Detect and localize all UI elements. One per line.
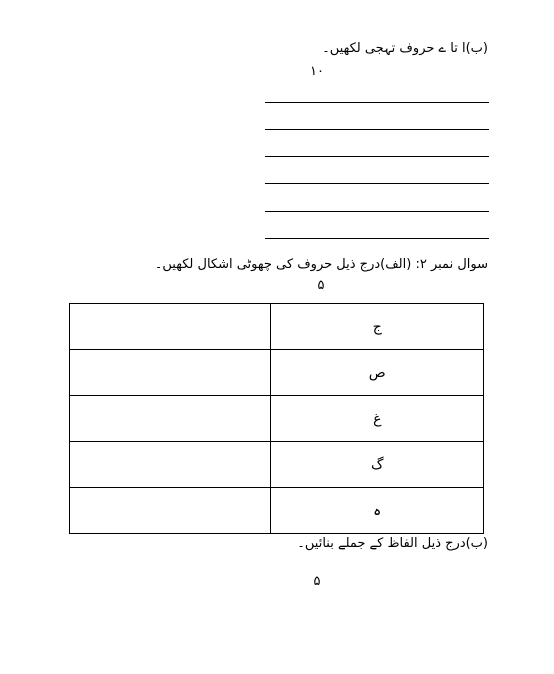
answer-cell[interactable]	[70, 442, 271, 488]
section-b-heading: (ب)ا تا ے حروف تہجی لکھیں۔	[322, 41, 488, 56]
letter-cell: ہ	[271, 488, 484, 534]
section-b2-heading: (ب)درج ذیل الفاظ کے جملے بنائیں۔	[297, 536, 488, 551]
answer-cell[interactable]	[70, 304, 271, 350]
letter-cell: گ	[271, 442, 484, 488]
answer-line[interactable]	[265, 156, 489, 157]
answer-line[interactable]	[265, 183, 489, 184]
answer-line[interactable]	[265, 238, 489, 239]
table-row	[70, 442, 484, 488]
table-row	[70, 488, 484, 534]
answer-line[interactable]	[265, 129, 489, 130]
table-row	[70, 350, 484, 396]
section-b2-marks: ۵	[313, 574, 321, 589]
answer-line[interactable]	[265, 211, 489, 212]
question-2-marks: ۵	[317, 278, 325, 293]
letter-cell: ص	[271, 350, 484, 396]
letter-cell: غ	[271, 396, 484, 442]
question-2-heading: سوال نمبر ۲: (الف)درج ذیل حروف کی چھوٹی اشکال لکھیں۔	[154, 257, 488, 272]
answer-cell[interactable]	[70, 350, 271, 396]
answer-cell[interactable]	[70, 396, 271, 442]
answer-cell[interactable]	[70, 488, 271, 534]
letters-table	[69, 303, 484, 534]
letter-cell: ج	[271, 304, 484, 350]
answer-line[interactable]	[265, 102, 489, 103]
table-row	[70, 304, 484, 350]
table-row	[70, 396, 484, 442]
section-b-marks: ۱۰	[310, 64, 324, 79]
